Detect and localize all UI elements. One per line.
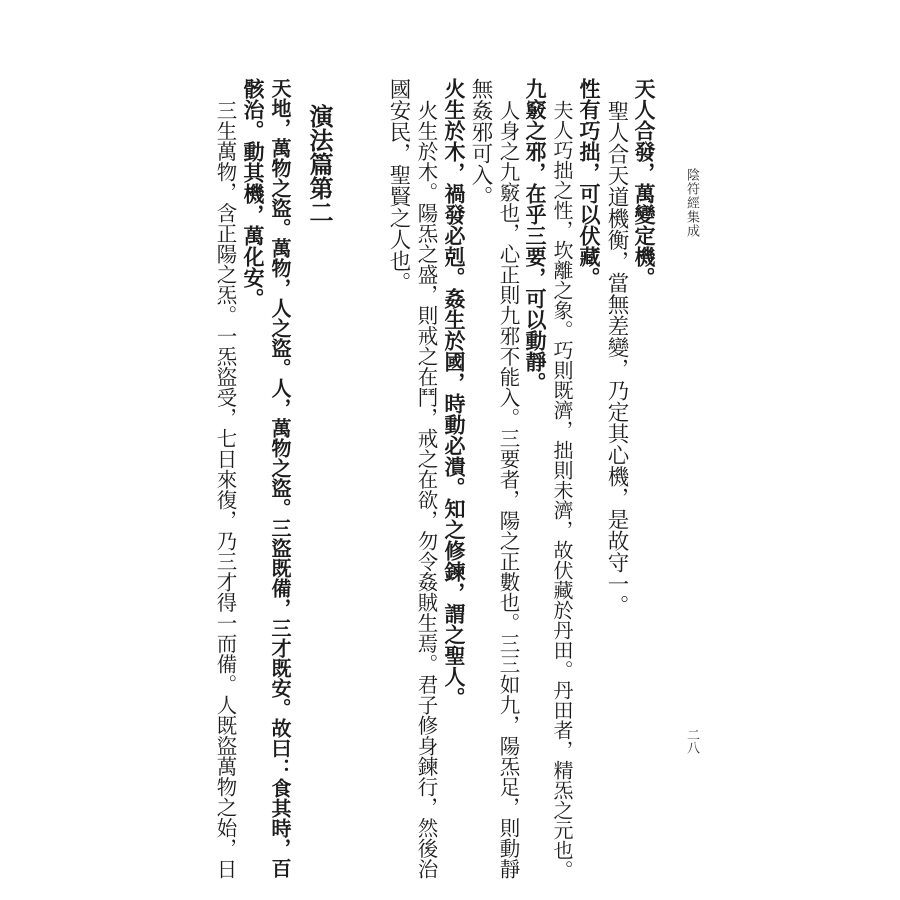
- verse-heaven-human-union: 天人合發，萬變定機。: [632, 78, 656, 288]
- commentary-kan-li: 夫人巧拙之性，坎離之象。巧則既濟，拙則未濟，故伏藏於丹田。丹田者，精炁之元也。: [550, 100, 574, 880]
- commentary-sage-union: 聖人合天道機衡，當無差變，乃定其心機，是故守一。: [604, 100, 629, 616]
- verse-three-thieves-cont: 骸治。動其機，萬化安。: [241, 78, 265, 309]
- verse-nine-orifices: 九竅之邪，在乎三要，可以動靜。: [523, 78, 547, 393]
- commentary-nine-orifices: 人身之九竅也，心正則九邪不能入。三要者，陽之正數也。三三如九，陽炁足，則動靜: [496, 100, 520, 879]
- verse-three-thieves: 天地，萬物之盜。萬物，人之盜。人，萬物之盜。三盜既備，三才既安。故曰：食其時，百: [268, 78, 292, 878]
- commentary-nine-orifices-cont: 無姦邪可入。: [468, 78, 493, 207]
- running-title: 陰符經集成: [684, 168, 699, 238]
- commentary-three-thieves: 三生萬物，含正陽之炁。一炁盜受，七日來復，乃三才得一而備。人既盜萬物之始，日: [213, 100, 237, 879]
- chapter-heading: 演法篇第二: [305, 104, 334, 224]
- verse-fire-from-wood: 火生於木，禍發必剋。姦生於國，時動必潰。知之修鍊，謂之聖人。: [442, 78, 466, 708]
- commentary-fire-from-wood-cont: 國安民，聖賢之人也。: [386, 78, 411, 293]
- page-number: 二八: [684, 728, 699, 754]
- verse-skill-and-clumsiness: 性有巧拙，可以伏藏。: [577, 78, 601, 288]
- commentary-fire-from-wood: 火生於木。陽炁之盛，則戒之在鬥，戒之在欲，勿令姦賊生焉。君子修身鍊行，然後治: [414, 100, 438, 879]
